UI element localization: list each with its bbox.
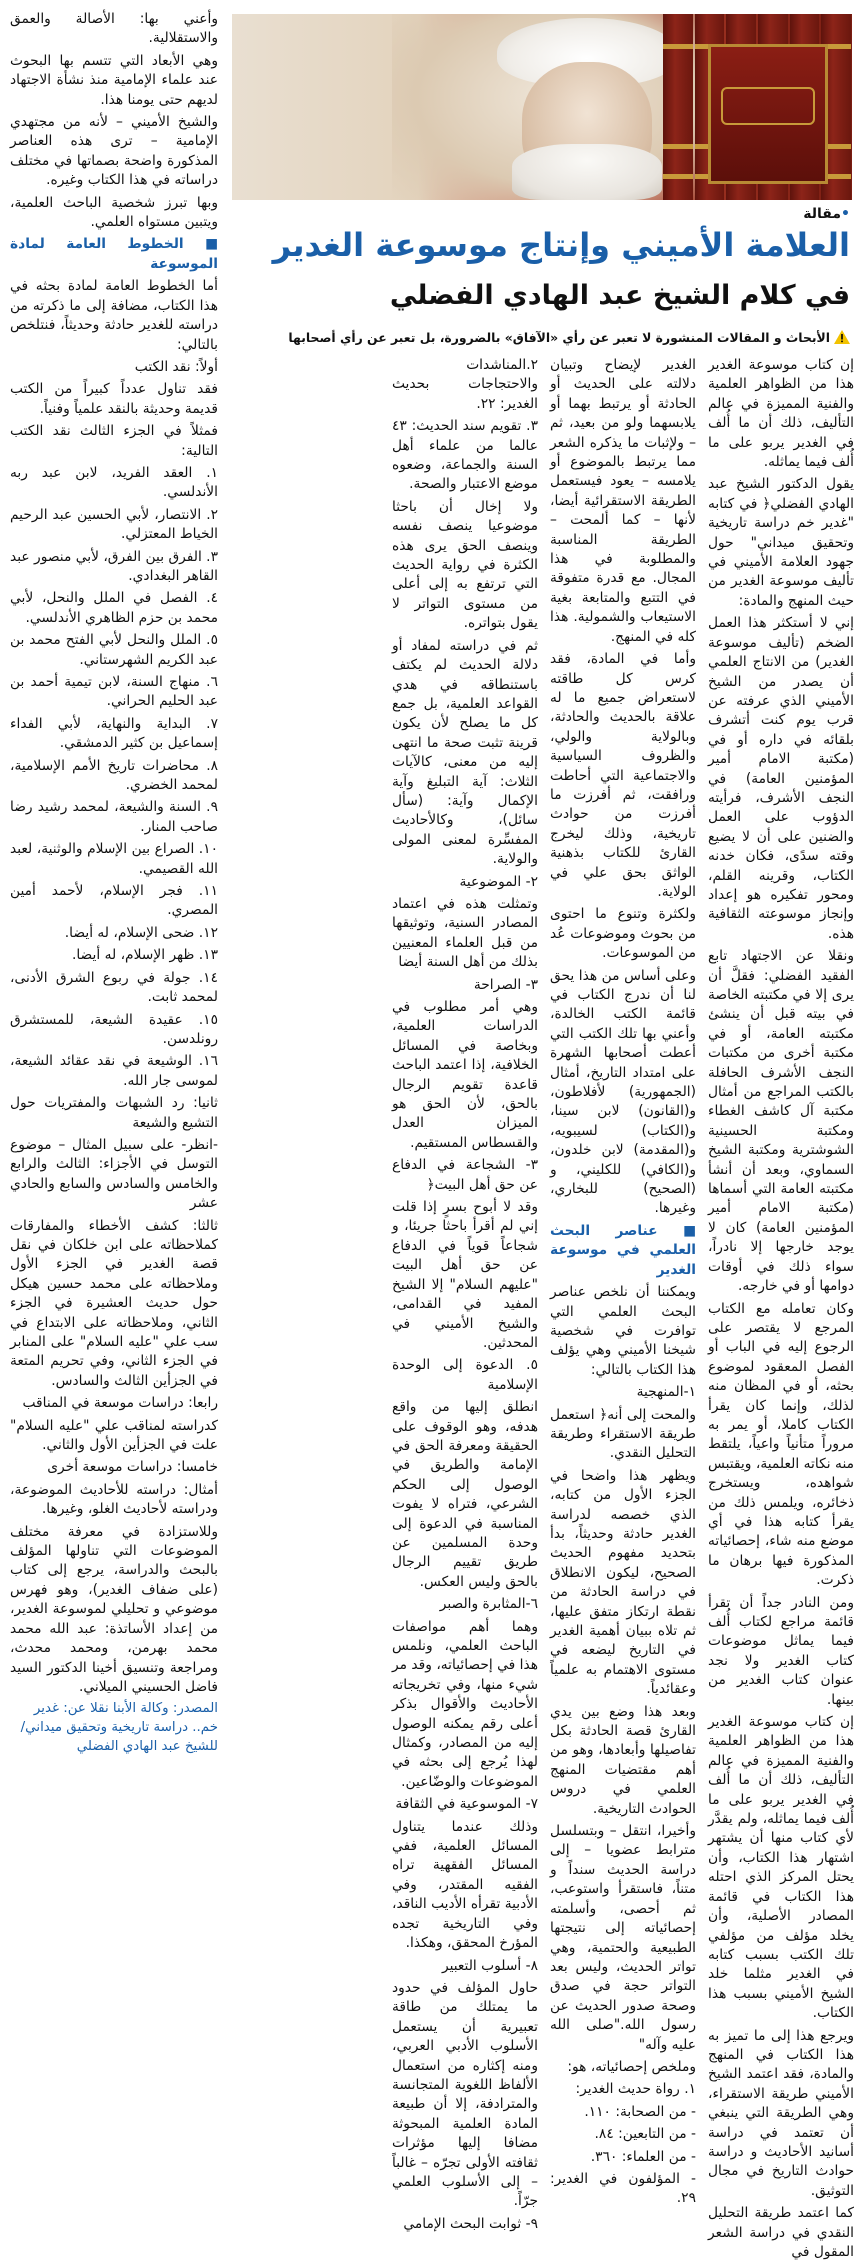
paragraph: وهما أهم مواصفات الباحث العلمي، ونلمس هذا في إحصائياته، وقد مر شيء منها، وفي تخريجاته الأحاديث والأقوال بذكر أعلى رقم يمكنه الوصول إليه من المصادر، وكمثال لهذا يُرجع إلى بحثه في الموضوعات والوضّاعين. bbox=[392, 1618, 538, 1790]
paragraph: ١١. فجر الإسلام، لأحمد أمين المصري. bbox=[10, 883, 218, 919]
paragraph: الغدير لإيضاح وتبيان دلالته على الحديث أو الحادثة أو يرتبط بهما أو يلابسهما ولو من بعيد، ثم – ولإثبات ما يذكره الشعر مما يرتبط بالموضوع أو يلامسه – يعود فيستعمل الطريقة الاستقرائية أيضا، لأنها – كما ألمحت – الطريقة المناسبة والمطلوبة في هذا المجال. مع قدرة متفوقة في التتبع والمتابعة بغية الاستيعاب والشمولية. هذا كله في المنهج. bbox=[550, 357, 696, 645]
article-column-4 bbox=[234, 356, 380, 1836]
section-heading: ■ عناصر البحث العلمي في موسوعة الغدير bbox=[550, 1222, 696, 1278]
paragraph: ١٤. جولة في ربوع الشرق الأدنى، لمحمد ثابت. bbox=[10, 969, 218, 1006]
section-heading: ■ الخطوط العامة لمادة الموسوعة bbox=[10, 236, 218, 272]
paragraph: يقول الدكتور الشيخ عبد الهادي الفضلي﴿ في كتابه "غدير خم دراسة تاريخية وتحقيق ميداني" حول جهود العلامة الأميني في تأليف موسوعة الغدير من حيث المنهج والمادة: bbox=[708, 476, 854, 609]
paragraph: إن كتاب موسوعة الغدير هذا من الظواهر العلمية والفنية المميزة في عالم التأليف، ذلك أن ما أُلف في الغدير يربو على ما أُلف فيما يماثله، ولم يقدَّر لأي كتاب منها أن يشتهر اشتهار هذا الكتاب، وأن يحتل المركز الذي احتله هذا الكتاب في قائمة المصادر الأصلية، وأن يخلد مؤلف من مؤلفي تلك الكتب بسبب كتابه في الغدير مثلما خلد الشيخ الأميني بسبب هذا الكتاب. bbox=[708, 1714, 854, 2022]
paragraph: وذلك عندما يتناول المسائل العلمية، ففي المسائل الفقهية تراه الفقيه المقتدر، وفي الأدبية تقرأه الأديب الناقد، وفي التاريخية تجده المؤرخ المحقق، وهكذا. bbox=[392, 1818, 538, 1952]
article-title: العلامة الأميني وإنتاج موسوعة الغدير bbox=[272, 226, 850, 264]
paragraph: ٣. تقويم سند الحديث: ٤٣ عالما من علماء أهل السنة والجماعة، وضعوه موضع الاعتبار والصحة. bbox=[392, 418, 538, 493]
section-label: •مقالة bbox=[803, 206, 850, 222]
paragraph: فمثلاً في الجزء الثالث نقد الكتب التالية: bbox=[10, 423, 218, 459]
book-title-frame bbox=[721, 87, 815, 125]
paragraph: ثم في دراسته لمفاد أو دلالة الحديث لم يكتف باستنطاقه في هدي القواعد العلمية، بل جمع كل ما يصلح لأن يكون قرينة تثبت صحة ما انتهى إليه من معنى، كالآيات الثلاث: آية التبليغ وآية الإكمال وآية: (سأل سائل)، وكالأحاديث المفسِّرة لمعنى المولى والولاية. bbox=[392, 637, 538, 868]
paragraph: ١٥. عقيدة الشيعة، للمستشرق رونلدسن. bbox=[10, 1011, 218, 1047]
paragraph: وعلى أساس من هذا يحق لنا أن ندرج الكتاب في قائمة الكتب الخالدة، وأعني بها تلك الكتب التي أعطت أصحابها الشهرة على امتداد التاريخ، أمثال (الجمهورية) لأفلاطون، و(القانون) لابن سينا، و(الكتاب) لسيبويه، و(المقدمة) لابن خلدون، و(الكافي) للكليني، و (الصحيح) للبخاري، وغيرها. bbox=[550, 967, 696, 1217]
paragraph: وللاستزادة في معرفة مختلف الموضوعات التي تناولها المؤلف بالبحث والدراسة، يرجع إلى كتاب (على ضفاف الغدير)، وهو فهرس موضوعي و تحليلي لموسوعة الغدير، من إعداد الأساتذة: عبد الله محمد محمد بهرمن، ومحمد محدث، ومراجعة وتنسيق أخينا الدكتور السيد فاضل الحسيني الميلاني. bbox=[10, 1523, 218, 1695]
paragraph: وبها تبرز شخصية الباحث العلمية، ويتبين مستواه العلمي. bbox=[10, 194, 218, 231]
paragraph: - من التابعين: ٨٤. bbox=[594, 2126, 696, 2143]
disclaimer: الأبحاث و المقالات المنشورة لا تعبر عن رأي «الآفاق» بالضرورة، بل تعبر عن رأي أصحابها bbox=[224, 329, 850, 347]
paragraph: ٧. البداية والنهاية، لأبي الفداء إسماعيل بن كثير الدمشقي. bbox=[10, 715, 218, 752]
paragraph: ويمكننا أن نلخص عناصر البحث العلمي التي توافرت في شخصية شيخنا الأميني وهي يؤلف هذا الكتاب بالتالي: bbox=[550, 1284, 696, 1378]
paragraph: ١-المنهجية bbox=[636, 1384, 696, 1401]
paragraph: ويرجع هذا إلى ما تميز به هذا الكتاب في المنهج والمادة، فقد اعتمد الشيخ الأميني طريقة الاستقراء، وهي الطريقة التي ينبغي أن تعتمد في دراسة أسانيد الأحاديث و دراسة حوادث التاريخ في مجال التوثيق. bbox=[708, 2027, 854, 2199]
article-column-1 bbox=[708, 356, 854, 2260]
paragraph: وأما في المادة، فقد كرس كل طاقته لاستعراض جميع ما له علاقة بالحديث والحادثة، وبالولاية والولي، والظروف السياسية والاجتماعية التي أحاطت ورافقت، ثم أفرزت ما أفرزت من حوادث تاريخية، وذلك ليخرج القارئ للكتاب بذهنية الواثق بحق علي في الولاية. bbox=[550, 651, 696, 900]
paragraph: ١٢. ضحى الإسلام، له أيضا. bbox=[64, 924, 218, 941]
paragraph: ١٣. ظهر الإسلام، له أيضا. bbox=[71, 947, 218, 964]
paragraph: - من الصحابة: ١١٠. bbox=[584, 2103, 696, 2120]
article-columns bbox=[232, 356, 854, 2260]
paragraph: والشيخ الأميني – لأنه من مجتهدي الإمامية – ترى هذه العناصر المذكورة واضحة بصماتها في مختلف دراساته في هذا الكتاب وغيره. bbox=[10, 114, 218, 189]
paragraph: فقد تناول عدداً كبيراً من الكتب قديمة وحديثة بالنقد علمياً وفنياً. bbox=[10, 381, 218, 417]
paragraph: وهي الأبعاد التي تتسم بها البحوث عند علماء الإمامية منذ نشأة الاجتهاد لديهم حتى يومنا هذا. bbox=[10, 52, 218, 108]
paragraph: حاول المؤلف في حدود ما يمتلك من طاقة تعبيرية أن يستعمل الأسلوب الأدبي العربي، ومنه إكثاره من استعمال الألفاظ اللغوية المتجانسة والمترادفة، إلا أن طبيعة المادة العلمية المبحوثة مضافا إليها مؤثرات ثقافته الأولى تجرّه – غالباً – إلى الأسلوب العلمي جرّاً. bbox=[392, 1979, 538, 2210]
paragraph: ٣. الفرق بين الفرق، لأبي منصور عبد القاهر البغدادي. bbox=[10, 548, 218, 584]
paragraph: ويظهر هذا واضحا في الجزء الأول من كتابه، الذي خصصه لدراسة الغدير حادثة وحديثاً، بدأ بتحديد مفهوم الحديث الصحيح، ليكون الانطلاق في دراسة الحادثة من نقطة ارتكاز متفق عليها، ثم تلاه ببيان أهمية الغدير في التاريخ ليضعه في مستوى الاهتمام به علمياً وعقائدياً. bbox=[550, 1467, 696, 1698]
portrait-beard bbox=[512, 144, 662, 200]
paragraph: أمثال: دراسته للأحاديث الموضوعة، ودراسته لأحاديث الغلو، وغيرها. bbox=[10, 1481, 218, 1518]
paragraph: ١٦. الوشيعة في نقد عقائد الشيعة، لموسى جار الله. bbox=[10, 1053, 218, 1089]
paragraph: ولكثرة وتنوع ما احتوى من بحوث وموضوعات عُد من الموسوعات. bbox=[550, 906, 696, 962]
paragraph: أولاً: نقد الكتب bbox=[134, 358, 218, 375]
paragraph: ١. العقد الفريد، لابن عبد ربه الأندلسي. bbox=[10, 464, 218, 501]
paragraph: ٣- الصراحة bbox=[473, 976, 538, 993]
paragraph: ٣- الشجاعة في الدفاع عن حق أهل البيت﴿ bbox=[392, 1157, 538, 1193]
hero-image bbox=[232, 14, 852, 200]
paragraph: ٦-المثابرة والصبر bbox=[439, 1596, 538, 1613]
paragraph: ٢. الانتصار، لأبي الحسين عبد الرحيم الخياط المعتزلي. bbox=[10, 506, 218, 543]
section-marker-icon: • bbox=[841, 206, 850, 222]
paragraph: ٨- أسلوب التعبير bbox=[441, 1957, 538, 1974]
paragraph: وبعد هذا وضع بين يدي القارئ قصة الحادثة بكل تفاصيلها وأبعادها، وهو من أهم مقتضيات المنهج العلمي في دروس الحوادث التاريخية. bbox=[550, 1703, 696, 1817]
paragraph: ٢- الموضوعية bbox=[459, 873, 538, 890]
paragraph: ومن النادر جداً أن تقرأ قائمة مراجع لكتاب أُلف فيما يماثل موضوعات كتاب الغدير ولا نجد عنوان كتاب الغدير من بينها. bbox=[708, 1594, 854, 1708]
paragraph: ولا إخال أن باحثا موضوعيا ينصف نفسه وينصف الحق يرى هذه الكثرة في رواية الحديث التي ترتفع به إلى أعلى من مستوى التواتر لا يقول بتواتره. bbox=[392, 498, 538, 632]
paragraph: -انظر- على سبيل المثال – موضوع التوسل في الأجزاء: الثالث والرابع والخامس والسادس والسابع والحادي عشر bbox=[10, 1136, 218, 1212]
paragraph: ونقلا عن الاجتهاد تابع الفقيد الفضلي: فقلَّ أن يرى إلا في مكتبته الخاصة في بيته قبل أن ينشئ مكتبته العامة، أو في مكتبة أخرى من مكتبات النجف الأشرف الحافلة بالكتب المراجع من أمثال مكتبة آل كاشف الغطاء ومكتبة الحسينية الشوشترية ومكتبة الشيخ السماوي، وبعد أن أنشأ مكتبته العامة التي أسماها (مكتبة الامام أمير المؤمنين العامة) كان لا يوجد خارجها إلا نادراً، سواء ذلك في أوقات دوامها أو في خارجه. bbox=[708, 948, 854, 1295]
paragraph: ٦. منهاج السنة، لابن تيمية أحمد بن عبد الحليم الحراني. bbox=[10, 674, 218, 710]
paragraph: وتمثلت هذه في اعتماد المصادر السنية، وتوثيقها من قبل العلماء المعنيين بذلك من أهل السنة أيضا bbox=[392, 895, 538, 971]
sidebar-column bbox=[10, 10, 218, 1840]
paragraph: وقد لا أبوح بسرٍ إذا قلت إني لم أقرأ باحثا جريئا، و شجاعاً قوياً في الدفاع عن حق أهل البيت "عليهم السلام" إلا الشيخ المفيد في القدامى، والشيخ الأميني في المحدثين. bbox=[392, 1199, 538, 1351]
warning-icon bbox=[834, 330, 850, 344]
paragraph: رابعا: دراسات موسعة في المناقب bbox=[22, 1395, 218, 1412]
paragraph: ثانيا: رد الشبهات والمفتريات حول التشيع والشيعة bbox=[10, 1095, 218, 1131]
paragraph: إن كتاب موسوعة الغدير هذا من الظواهر العلمية والفنية المميزة في عالم التأليف، ذلك أن ما أُلف في الغدير يربو على ما أُلف فيما يماثله. bbox=[708, 357, 854, 471]
paragraph: - المؤلفون في الغدير: ٢٩. bbox=[550, 2170, 696, 2207]
paragraph: وأخيرا، انتقل – وبتسلسل مترابط عضويا – إلى دراسة الحديث سنداً و متناً، فاستقرأ واستوعب، ثم أحصى، وأسلمته إحصائياته إلى نتيجتها الطبيعية والحتمية، وهي تواتر الحديث، وليس بعد التواتر حجة في صدق وصحة صدور الحديث عن رسول الله."صلى الله عليه وآله" bbox=[550, 1823, 696, 2053]
paragraph: ٩. السنة والشيعة، لمحمد رشيد رضا صاحب المنار. bbox=[10, 799, 218, 835]
article-column-2 bbox=[550, 356, 696, 2207]
paragraph: والمحت إلى أنه﴿ استعمل طريقة الاستقراء وطريقة التحليل النقدي. bbox=[550, 1406, 696, 1462]
paragraph: وهي أمر مطلوب في الدراسات العلمية، وبخاصة في المسائل الخلافية، إذا اعتمد الباحث قاعدة تقويم الرجال بالحق، لأن الحق هو الميزان العدل والقسطاس المستقيم. bbox=[392, 999, 538, 1151]
paragraph: ٢.المناشدات والاحتجاجات بحديث الغدير: ٢٢. bbox=[392, 357, 538, 412]
paragraph: ٥. الملل والنحل لأبي الفتح محمد بن عبد الكريم الشهرستاني. bbox=[10, 632, 218, 668]
paragraph: أما الخطوط العامة لمادة بحثه في هذا الكتاب، مضافة إلى ما ذكرته من دراسته للغدير حادثة وحديثاً، فنتلخص بالتالي: bbox=[10, 278, 218, 353]
article-column-3 bbox=[392, 356, 538, 2232]
paragraph: ٥. الدعوة إلى الوحدة الإسلامية bbox=[392, 1357, 538, 1393]
book-cover bbox=[708, 44, 828, 184]
paragraph: ١. رواة حديث الغدير: bbox=[575, 2081, 696, 2098]
paragraph: وملخص إحصائياته، هو: bbox=[567, 2058, 696, 2075]
paragraph: خامسا: دراسات موسعة أخرى bbox=[47, 1459, 218, 1476]
source-note: المصدر: وكالة الأبنا نقلا عن: غدير خم.. دراسة تاريخية وتحقيق ميداني/ للشيخ عبد الهادي الفضلي bbox=[20, 1701, 218, 1754]
paragraph: كما اعتمد طريقة التحليل النقدي في دراسة الشعر المقول في bbox=[708, 2205, 854, 2260]
paragraph: ١٠. الصراع بين الإسلام والوثنية، لعبد الله القصيمي. bbox=[10, 841, 218, 877]
paragraph: وأعني بها: الأصالة والعمق والاستقلالية. bbox=[10, 11, 218, 47]
paragraph: ٨. محاضرات تاريخ الأمم الإسلامية، لمحمد الخضري. bbox=[10, 757, 218, 794]
paragraph: ٤. الفصل في الملل والنحل، لأبي محمد بن حزم الظاهري الأندلسي. bbox=[10, 590, 218, 626]
paragraph: - من العلماء: ٣٦٠. bbox=[590, 2148, 696, 2165]
paragraph: ثالثا: كشف الأخطاء والمفارقات كملاحظاته على ابن خلكان في نقل قصة الغدير في الجزء الأول وملاحظاته على محمد حسين هيكل حول حديث العشيرة في الجزء الثاني، وملاحظاته على الابتداع في سب علي "عليه السلام" على المنابر في الجزء الثاني، وفي تحريم المتعة في الجزأين الثالث والسادس. bbox=[10, 1217, 218, 1389]
paragraph: انطلق إليها من واقع هدفه، وهو الوقوف على الحقيقة ومعرفة الحق في الإمامة والطريق في الوصول إلى الحكم الشرعي، فتراه لا يفوت المناسبة في الدعوة إلى وحدة المسلمين عن طريق تقييم الرجال بالحق وليس العكس. bbox=[392, 1399, 538, 1590]
paragraph: وكان تعامله مع الكتاب المرجع لا يقتصر على الرجوع إليه في الباب أو الفصل المعقود لموضوع بحثه، أو في المظان منه لذلك، وإنما كان يقرأ الكتاب كاملا، أو يمر به مروراً متأنياً واعياً، يلتقط منه نكاته العلمية، ويقتبس شواهده، ويستخرج ذخائره، ويلمس ذلك من يقرأ كتابه هذا في أي موضع منه شاء، إحصائياته المذكورة فيها برهان ما ذكرت. bbox=[708, 1300, 854, 1589]
paragraph: ٩- ثوابت البحث الإمامي bbox=[403, 2215, 538, 2232]
book-spine bbox=[663, 14, 693, 200]
article-subtitle: في كلام الشيخ عبد الهادي الفضلي bbox=[389, 280, 850, 311]
paragraph: كدراسته لمناقب علي "عليه السلام" علت في الجزأين الأول والثاني. bbox=[10, 1417, 218, 1454]
paragraph: ٧- الموسوعية في الثقافة bbox=[395, 1796, 538, 1813]
paragraph: إني لا أستكثر هذا العمل الضخم (تأليف موسوعة الغدير) من الانتاج العلمي أن يصدر من الشيخ الأميني الذي عرفته عن قرب يوم كنت أتشرف بلقائه في داره أو في (مكتبة الامام أمير المؤمنين العامة) في النجف الأشرف، فرأيته الدؤوب على العمل والضنين على أن لا يضيع وقته سدًى، فكان خدنه الكتاب، وقرينه القلم، ومحور تفكيره هو إعداد وإنجاز موسوعته الثقافية هذه. bbox=[708, 615, 854, 942]
